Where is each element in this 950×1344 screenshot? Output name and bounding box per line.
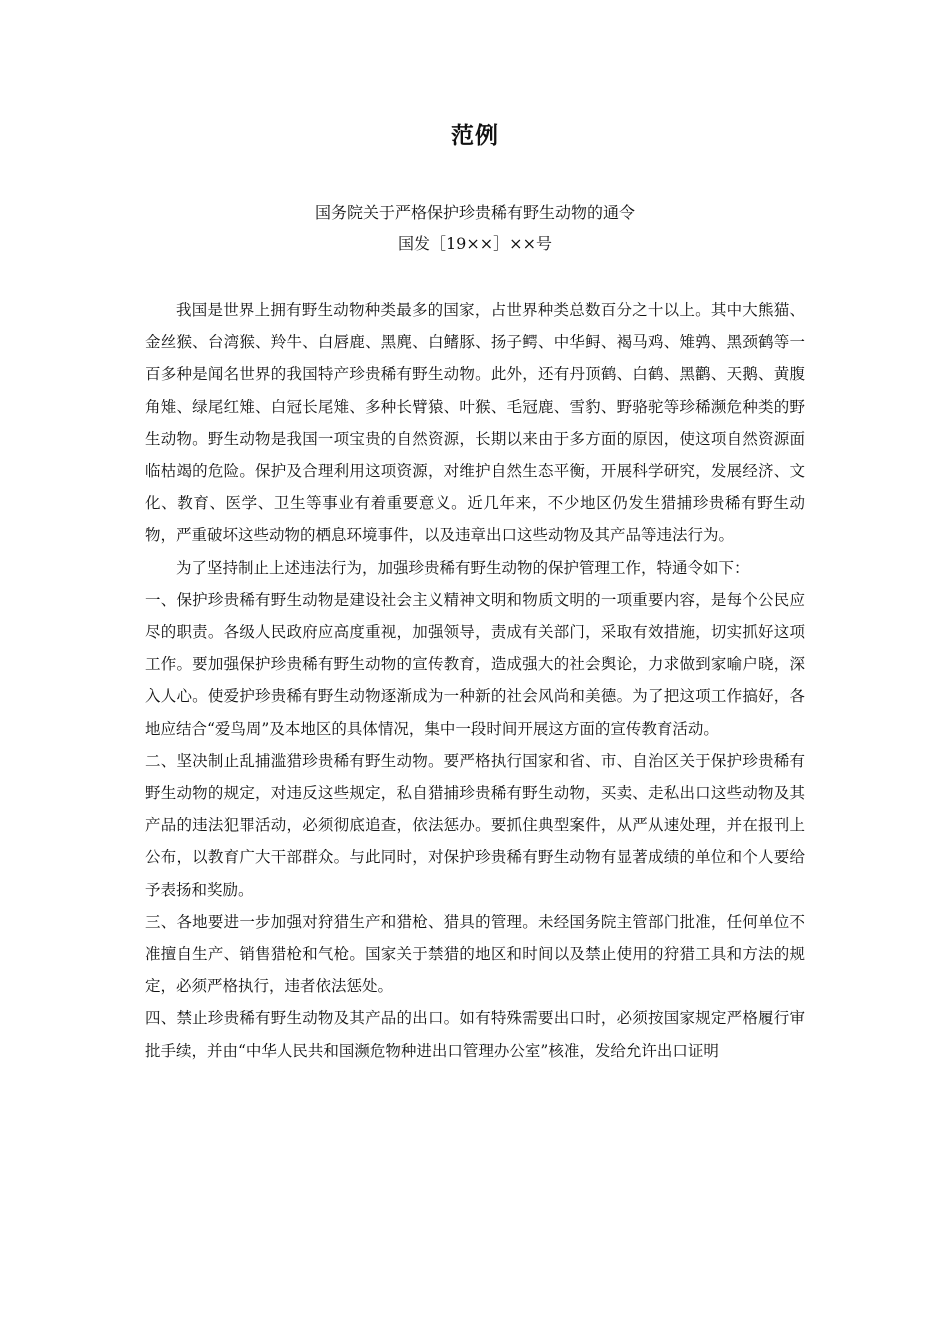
paragraph-item-1: 一、保护珍贵稀有野生动物是建设社会主义精神文明和物质文明的一项重要内容，是每个公民应尽的职责。各级人民政府应高度重视，加强领导，责成有关部门，采取有效措施，切实抓好这项工作。要加强保护珍贵稀有野生动物的宣传教育，造成强大的社会舆论，力求做到家喻户晓，深入人心。使爱护珍贵稀有野生动物逐渐成为一种新的社会风尚和美德。为了把这项工作搞好，各地应结合“爱鸟周”及本地区的具体情况，集中一段时间开展这方面的宣传教育活动。 <box>145 590 805 738</box>
document-body <box>145 294 805 1067</box>
paragraph-item-3: 三、各地要进一步加强对狩猎生产和猎枪、猎具的管理。未经国务院主管部门批准，任何单位不准擅自生产、销售猎枪和气枪。国家关于禁猎的地区和时间以及禁止使用的狩猎工具和方法的规定，必须严格执行，违者依法惩处。 <box>145 912 805 996</box>
paragraph-order-preamble: 为了坚持制止上述违法行为，加强珍贵稀有野生动物的保护管理工作，特通令如下： <box>176 558 750 577</box>
notice-number: 国发［19××］××号 <box>398 234 552 253</box>
paragraph-item-2: 二、坚决制止乱捕滥猎珍贵稀有野生动物。要严格执行国家和省、市、自治区关于保护珍贵稀有野生动物的规定，对违反这些规定，私自猎捕珍贵稀有野生动物，买卖、走私出口这些动物及其产品的违法犯罪活动，必须彻底追查，依法惩办。要抓住典型案件，从严从速处理，并在报刊上公布，以教育广大干部群众。与此同时，对保护珍贵稀有野生动物有显著成绩的单位和个人要给予表扬和奖励。 <box>145 751 805 899</box>
paragraph-item-4: 四、禁止珍贵稀有野生动物及其产品的出口。如有特殊需要出口时，必须按国家规定严格履行审批手续，并由“中华人民共和国濒危物种进出口管理办公室”核准，发给允许出口证明 <box>145 1009 805 1060</box>
paragraph-intro: 我国是世界上拥有野生动物种类最多的国家，占世界种类总数百分之十以上。其中大熊猫、金丝猴、台湾猴、羚牛、白唇鹿、黑麂、白鳍豚、扬子鳄、中华鲟、褐马鸡、雉鹑、黑颈鹤等一百多种是闻名世界的我国特产珍贵稀有野生动物。此外，还有丹顶鹤、白鹤、黑鹳、天鹅、黄腹角雉、绿尾红雉、白冠长尾雉、多种长臂猿、叶猴、毛冠鹿、雪豹、野骆驼等珍稀濒危种类的野生动物。野生动物是我国一项宝贵的自然资源，长期以来由于多方面的原因，使这项自然资源面临枯竭的危险。保护及合理利用这项资源，对维护自然生态平衡，开展科学研究，发展经济、文化、教育、医学、卫生等事业有着重要意义。近几年来，不少地区仍发生猎捕珍贵稀有野生动物，严重破坏这些动物的栖息环境事件，以及违章出口这些动物及其产品等违法行为。 <box>145 301 805 545</box>
document-heading: 范例 <box>451 123 499 149</box>
notice-title: 国务院关于严格保护珍贵稀有野生动物的通令 <box>314 203 635 222</box>
